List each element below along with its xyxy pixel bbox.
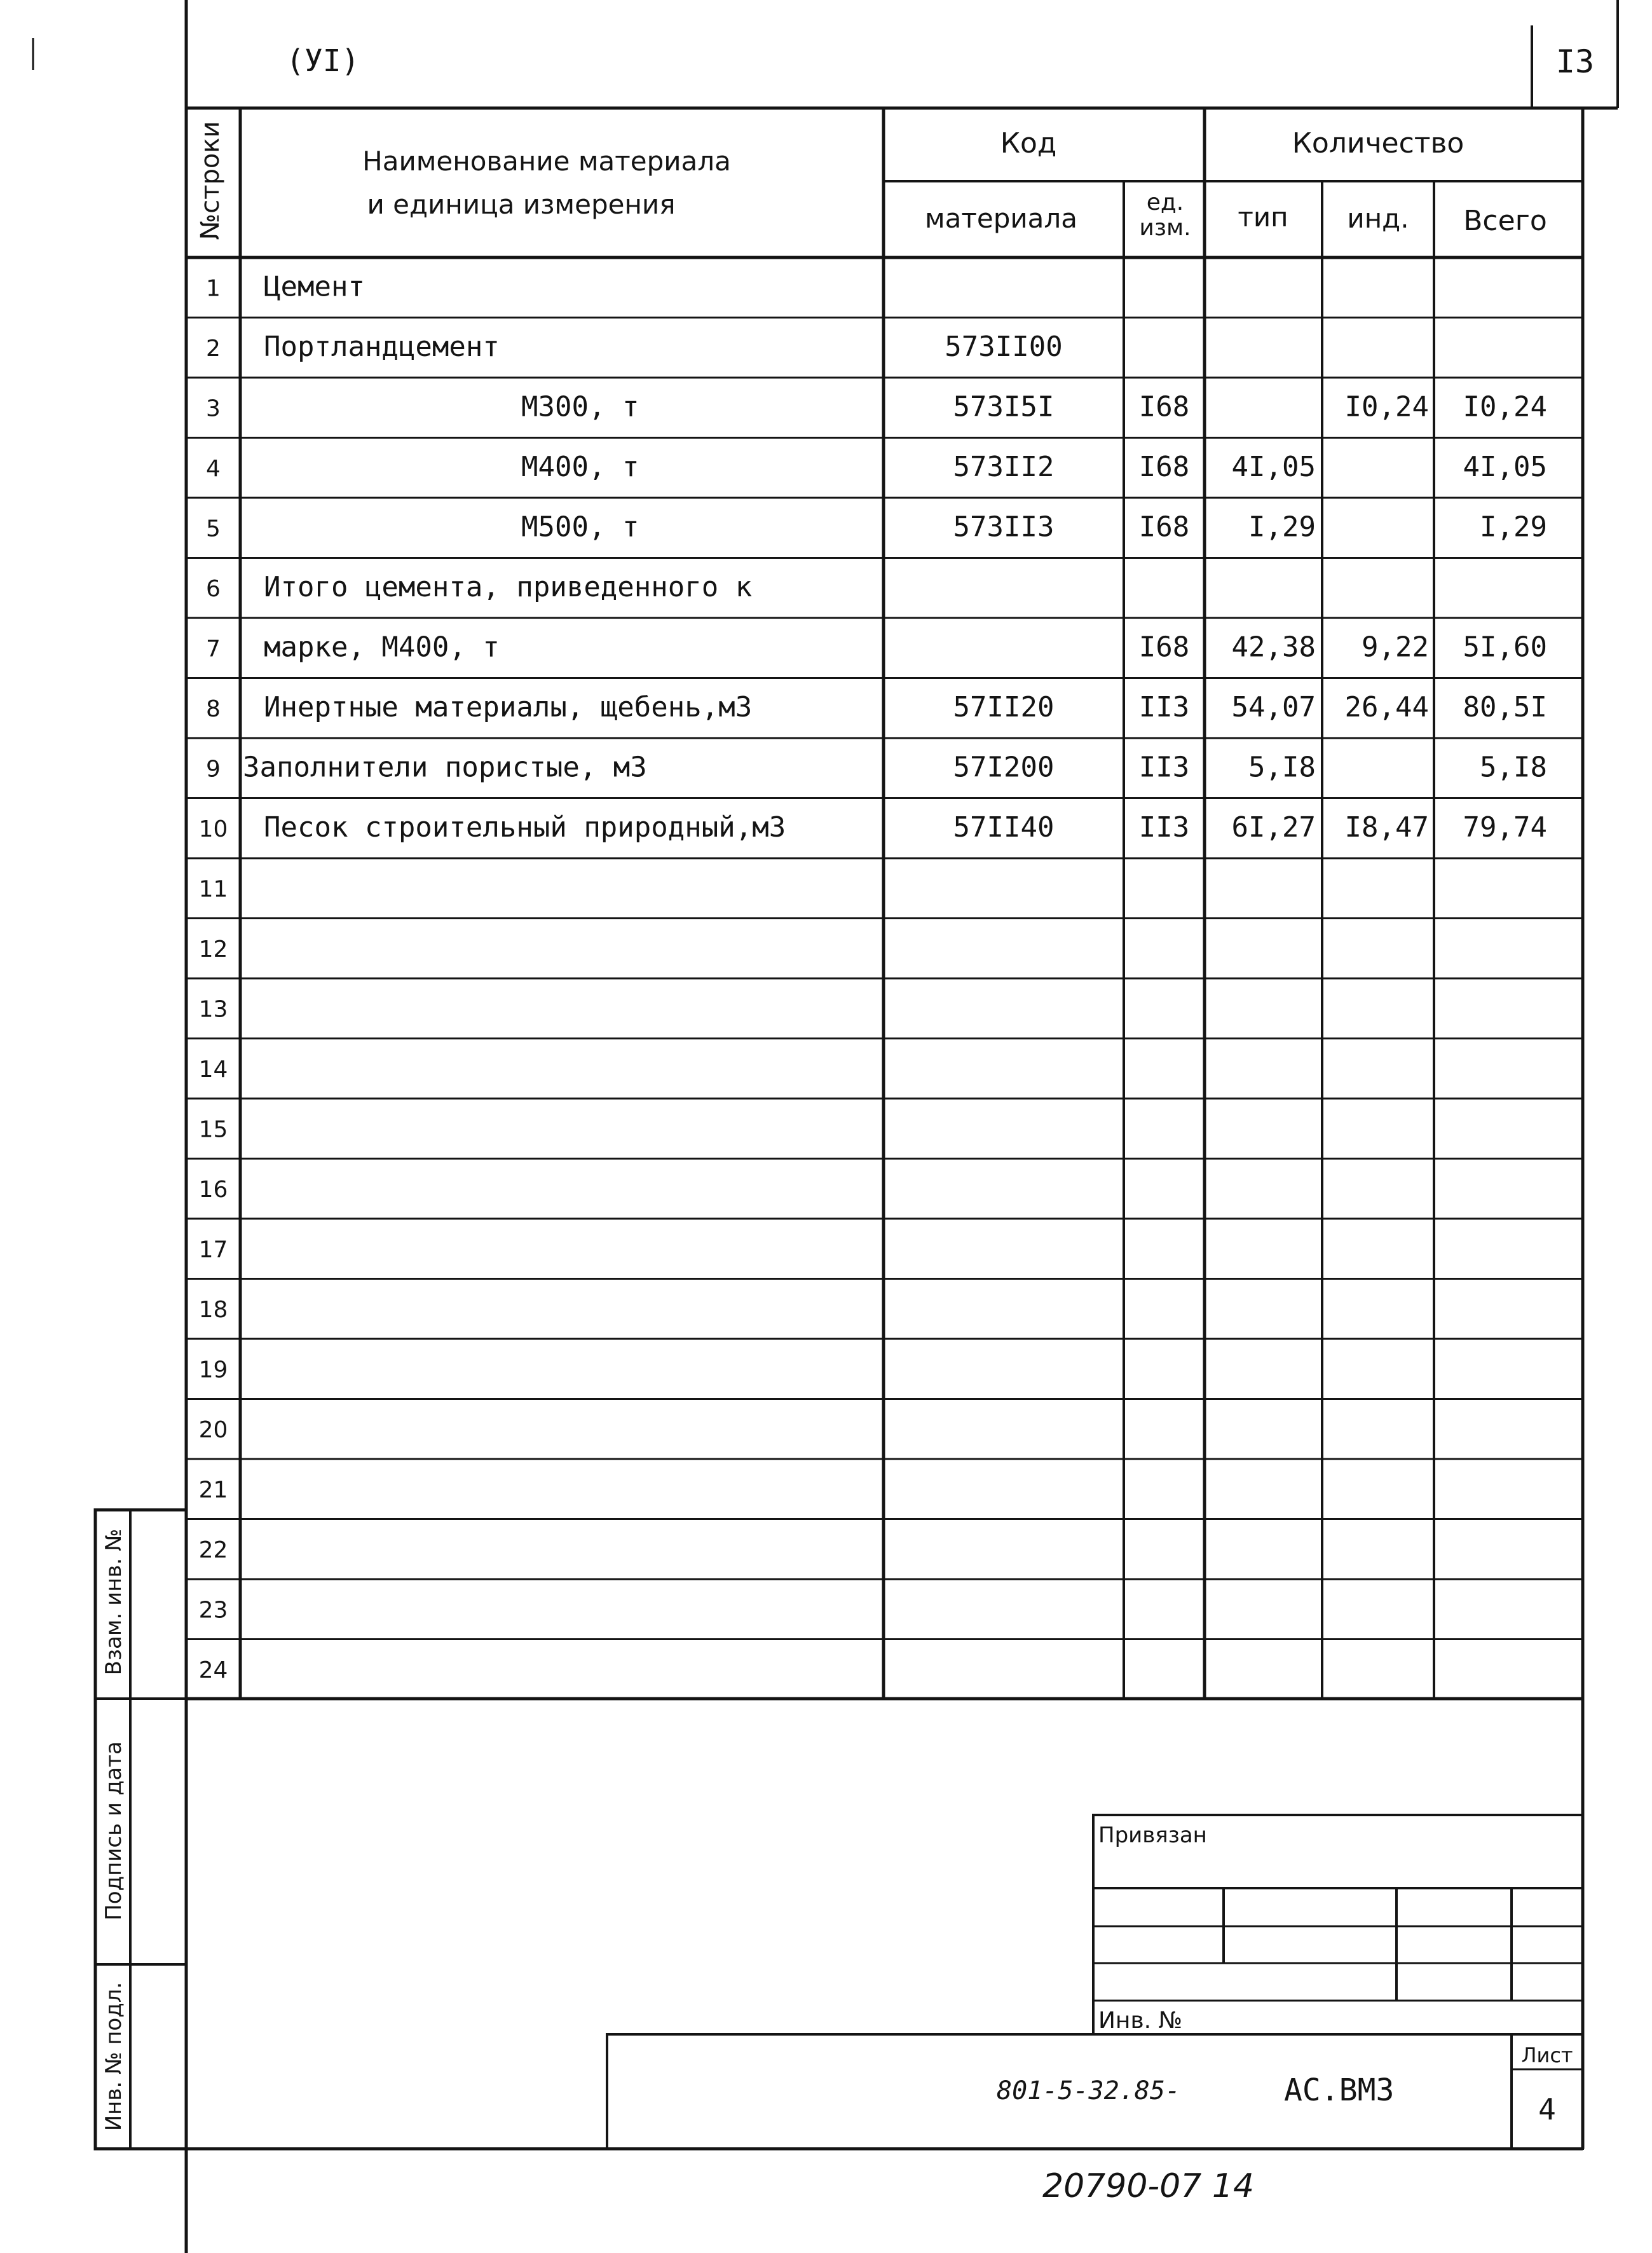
quantity-total: 5I,60: [1463, 631, 1547, 664]
material-code: 573II2: [953, 450, 1055, 483]
quantity-type: 42,38: [1231, 631, 1316, 664]
row-number: 24: [198, 1657, 228, 1683]
row-number: 9: [206, 756, 221, 783]
archive-number: 20790-07 14: [1042, 2167, 1255, 2205]
quantity-type: 5,I8: [1248, 751, 1316, 784]
row-number: 18: [198, 1296, 228, 1323]
material-name: М300, т: [521, 390, 639, 423]
quantity-ind: 9,22: [1362, 631, 1429, 664]
sheet-mark: (УI): [286, 43, 360, 79]
header-row-number: №строки: [196, 121, 225, 240]
sheet-label: Лист: [1521, 2043, 1573, 2067]
header-quantity: Количество: [1292, 127, 1464, 160]
material-code: 57II20: [953, 690, 1055, 723]
replaced-inv-label: Взам. инв. №: [101, 1528, 126, 1676]
quantity-type: 54,07: [1231, 690, 1316, 723]
quantity-type: I,29: [1248, 510, 1316, 544]
row-number: 17: [198, 1236, 228, 1263]
unit-code: I68: [1138, 510, 1190, 544]
material-code: 57II40: [953, 811, 1055, 844]
attached-label: Привязан: [1098, 1823, 1207, 1848]
row-number: 21: [198, 1477, 228, 1503]
row-number: 7: [206, 636, 221, 662]
sheet-value: 4: [1538, 2092, 1556, 2126]
row-number: 15: [198, 1116, 228, 1143]
header-code-material: материала: [924, 203, 1078, 234]
quantity-type: 4I,05: [1231, 450, 1316, 483]
designation-number: 801-5-32.85-: [997, 2076, 1180, 2106]
quantity-ind: I0,24: [1344, 390, 1429, 423]
row-number: 8: [206, 695, 221, 722]
material-name: марке, М400, т: [264, 631, 500, 664]
header-unit-line1: ед.: [1146, 189, 1184, 216]
row-number: 23: [198, 1597, 228, 1624]
quantity-total: 5,I8: [1480, 751, 1547, 784]
unit-code: I68: [1138, 390, 1190, 423]
material-name: Песок строительный природный,м3: [264, 811, 786, 844]
row-number: 3: [206, 395, 221, 422]
designation-code: АС.ВМЗ: [1284, 2072, 1395, 2108]
quantity-total: 4I,05: [1463, 450, 1547, 483]
row-number: 10: [198, 816, 228, 842]
material-name: Портландцемент: [264, 330, 500, 363]
orig-inv-label: Инв. № подл.: [101, 1982, 126, 2132]
row-number: 22: [198, 1537, 228, 1563]
signature-date-label: Подпись и дата: [101, 1741, 126, 1921]
unit-code: II3: [1138, 690, 1190, 723]
header-name-line1: Наименование материала: [362, 146, 731, 177]
row-number: 11: [198, 876, 228, 903]
header-code: Код: [1000, 127, 1057, 160]
material-name: Заполнители пористые, м3: [243, 751, 647, 784]
header-name-line2: и единица измерения: [367, 189, 676, 220]
unit-code: II3: [1138, 811, 1190, 844]
header-ind: инд.: [1347, 203, 1409, 234]
material-code: 57I200: [953, 751, 1055, 784]
quantity-total: 79,74: [1463, 811, 1547, 844]
row-number: 20: [198, 1416, 228, 1443]
material-code: 573I5I: [953, 390, 1055, 423]
quantity-type: 6I,27: [1231, 811, 1316, 844]
material-name: Цемент: [264, 270, 365, 303]
header-unit-line2: изм.: [1139, 215, 1191, 241]
inv-no-label: Инв. №: [1098, 2008, 1183, 2034]
quantity-ind: I8,47: [1344, 811, 1429, 844]
header-total: Всего: [1463, 205, 1547, 237]
row-number: 5: [206, 516, 221, 542]
quantity-total: 80,5I: [1463, 690, 1547, 723]
material-code: 573II3: [953, 510, 1055, 544]
unit-code: I68: [1138, 450, 1190, 483]
material-name: М500, т: [521, 510, 639, 544]
row-number: 4: [206, 455, 221, 482]
material-name: Инертные материалы, щебень,м3: [264, 690, 753, 723]
row-number: 1: [206, 275, 221, 302]
row-number: 13: [198, 996, 228, 1023]
row-number: 6: [206, 575, 221, 602]
page-number: I3: [1555, 43, 1595, 80]
row-number: 12: [198, 936, 228, 962]
quantity-total: I,29: [1480, 510, 1547, 544]
header-type: тип: [1238, 202, 1288, 233]
row-number: 19: [198, 1357, 228, 1383]
row-number: 14: [198, 1056, 228, 1083]
unit-code: II3: [1138, 751, 1190, 784]
material-code: 573II00: [945, 330, 1063, 363]
material-name: М400, т: [521, 450, 639, 483]
material-name: Итого цемента, приведенного к: [264, 570, 753, 603]
unit-code: I68: [1138, 631, 1190, 664]
row-number: 2: [206, 335, 221, 362]
quantity-ind: 26,44: [1344, 690, 1429, 723]
quantity-total: I0,24: [1463, 390, 1547, 423]
row-number: 16: [198, 1176, 228, 1203]
